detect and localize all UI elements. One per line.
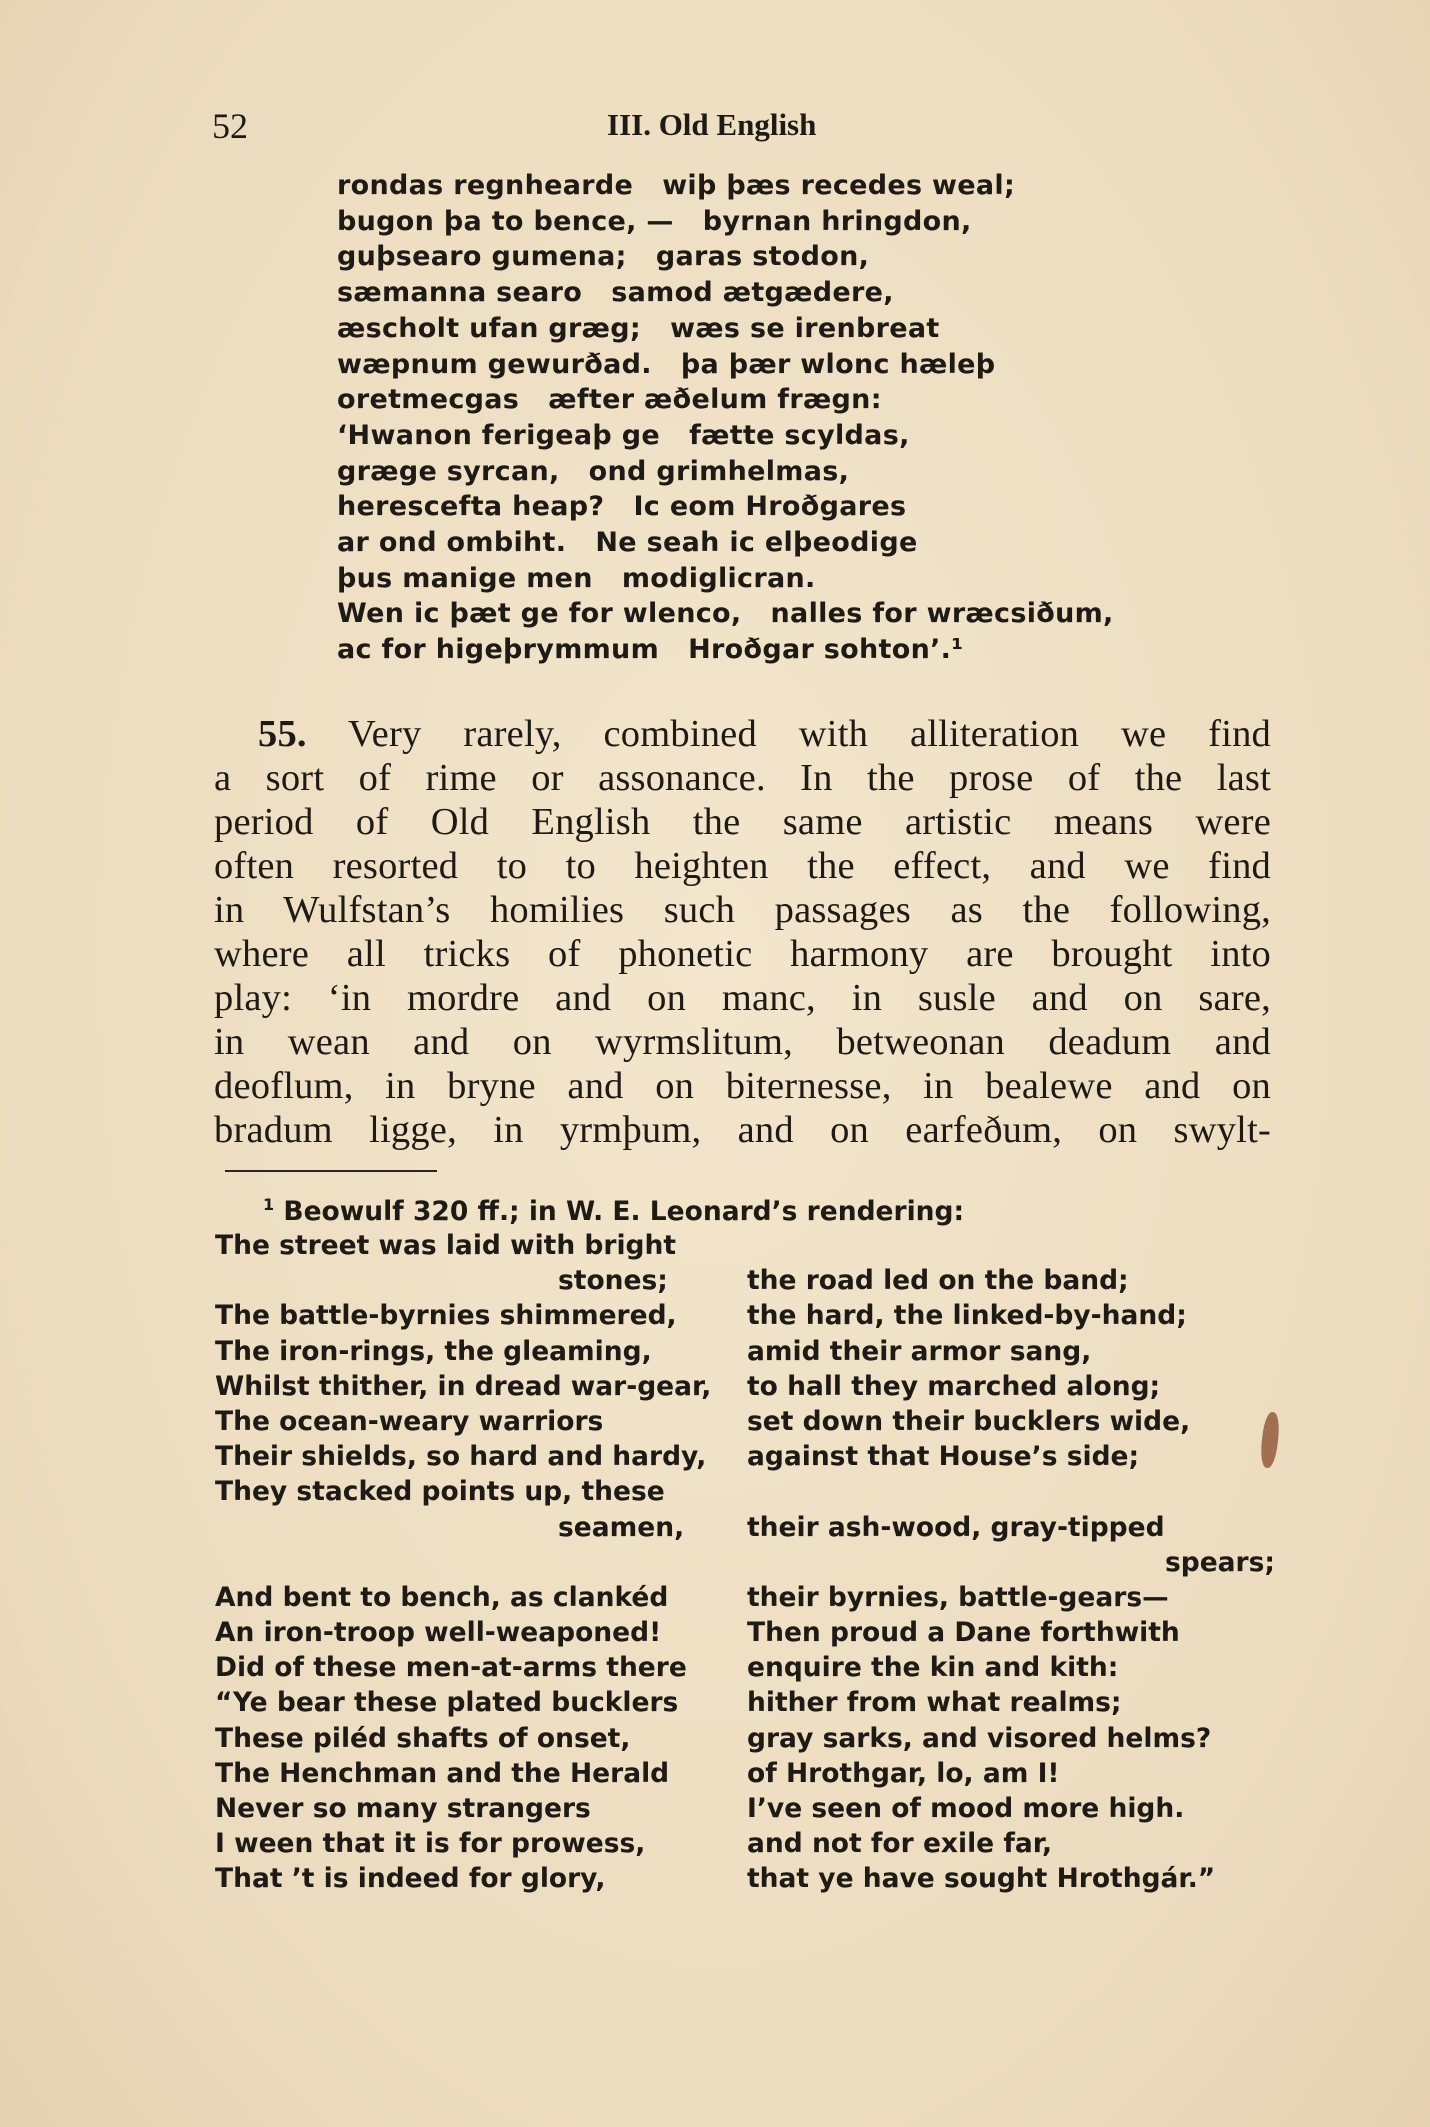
footnote-left-column	[215, 1228, 735, 1897]
footnote-line: These piléd shafts of onset,	[215, 1722, 631, 1754]
verse-line: ac for higeþrymmum Hroðgar sohton’.¹	[337, 634, 964, 666]
paragraph-line-text: Very rarely, combined with alliteration we find	[347, 713, 1271, 755]
verse-line: wæpnum gewurðad. þa þær wlonc hæleþ	[337, 348, 996, 380]
footnote-line: of Hrothgar, lo, am I!	[747, 1757, 1060, 1789]
footnote-line: They stacked points up, these	[215, 1476, 665, 1508]
footnote-line: seamen,	[558, 1511, 685, 1543]
footnote-line: their byrnies, battle-gears—	[747, 1581, 1169, 1613]
footnote-line	[215, 1545, 735, 1580]
verse-line: guþsearo gumena; garas stodon,	[337, 241, 870, 273]
footnote-line: set down their bucklers wide,	[747, 1405, 1191, 1437]
paragraph-line: where all tricks of phonetic harmony are brought into	[214, 933, 1271, 975]
verse-line: Wen ic þæt ge for wlenco, nalles for wræcsiðum,	[337, 598, 1114, 630]
footnote-line	[747, 1228, 1287, 1263]
footnote-line: An iron-troop well-weaponed!	[215, 1617, 662, 1649]
old-english-verse	[337, 168, 1237, 668]
paragraph-line: in wean and on wyrmslitum, betweonan deadum and	[214, 1021, 1271, 1063]
footnote-line: spears;	[1164, 1546, 1275, 1578]
footnote-intro-text: Beowulf 320 ff.; in W. E. Leonard’s rendering:	[283, 1195, 965, 1227]
footnote-line: against that House’s side;	[747, 1441, 1140, 1473]
footnote-line: The street was laid with bright	[215, 1230, 677, 1261]
verse-line: oretmecgas æfter æðelum frægn:	[337, 384, 882, 416]
section-55-paragraph	[214, 712, 1271, 1152]
paragraph-line: play: ‘in mordre and on manc, in susle and on sare,	[214, 977, 1271, 1019]
paragraph-line: period of Old English the same artistic means were	[214, 801, 1271, 843]
footnote-line: The battle-byrnies shimmered,	[215, 1300, 677, 1332]
footnote-line: that ye have sought Hrothgár.”	[747, 1863, 1216, 1895]
footnote-right-column	[747, 1228, 1287, 1897]
verse-line: sæmanna searo samod ætgædere,	[337, 277, 894, 309]
footnote-line: Whilst thither, in dread war-gear,	[215, 1370, 712, 1402]
verse-line: þus manige men modiglicran.	[337, 562, 816, 594]
footnote-line: and not for exile far,	[747, 1828, 1053, 1860]
verse-line: herescefta heap? Ic eom Hroðgares	[337, 491, 907, 523]
footnote-line: the road led on the band;	[747, 1265, 1129, 1297]
footnote-marker: 1	[263, 1195, 275, 1214]
verse-line: ar ond ombiht. Ne seah ic elþeodige	[337, 527, 918, 559]
footnote-line: their ash-wood, gray-tipped	[747, 1511, 1165, 1543]
footnote-line: stones;	[558, 1265, 668, 1297]
footnote-line: Then proud a Dane forthwith	[747, 1617, 1180, 1649]
verse-line: æscholt ufan græg; wæs se irenbreat	[337, 312, 940, 344]
footnote-line: the hard, the linked-by-hand;	[747, 1300, 1187, 1332]
paragraph-line: bradum ligge, in yrmþum, and on earfeðum, on swylt-	[214, 1109, 1271, 1151]
footnote-line: gray sarks, and visored helms?	[747, 1722, 1212, 1754]
verse-line: græge syrcan, ond grimhelmas,	[337, 455, 850, 487]
page-header	[212, 105, 1272, 145]
footnote-intro	[263, 1195, 964, 1227]
footnote-line: The ocean-weary warriors	[215, 1405, 604, 1437]
verse-line: ‘Hwanon ferigeaþ ge fætte scyldas,	[337, 419, 910, 451]
verse-line: rondas regnhearde wiþ þæs recedes weal;	[337, 170, 1016, 201]
footnote-line: I’ve seen of mood more high.	[747, 1793, 1185, 1824]
paragraph-line: a sort of rime or assonance. In the prose of the last	[214, 757, 1271, 799]
footnote-line: That ’t is indeed for glory,	[215, 1863, 606, 1895]
paragraph-line	[214, 712, 1271, 756]
footnote-line: The Henchman and the Herald	[215, 1757, 670, 1789]
running-title: III. Old English	[607, 107, 817, 142]
section-number: 55.	[258, 713, 307, 755]
footnote-line: hither from what realms;	[747, 1687, 1122, 1719]
footnote-line: Did of these men-at-arms there	[215, 1652, 687, 1684]
paragraph-line: deoflum, in bryne and on biternesse, in bealewe and on	[214, 1065, 1271, 1107]
footnote-line: And bent to bench, as clankéd	[215, 1581, 669, 1613]
footnote-line: Their shields, so hard and hardy,	[215, 1441, 707, 1473]
footnote-line: “Ye bear these plated bucklers	[215, 1687, 679, 1719]
footnote-line: I ween that it is for prowess,	[215, 1828, 646, 1860]
footnote-line: Never so many strangers	[215, 1793, 591, 1824]
footnote-line: to hall they marched along;	[747, 1370, 1161, 1402]
footnote-line	[747, 1474, 1287, 1509]
verse-line: bugon þa to bence, — byrnan hringdon,	[337, 205, 972, 237]
footnote-line: The iron-rings, the gleaming,	[215, 1335, 652, 1367]
page-number: 52	[212, 106, 248, 146]
paragraph-line: often resorted to to heighten the effect, and we find	[214, 845, 1271, 887]
footnote-line: amid their armor sang,	[747, 1335, 1092, 1367]
paragraph-line: in Wulfstan’s homilies such passages as the following,	[214, 889, 1271, 931]
footnote-rule	[225, 1170, 437, 1172]
footnote-line: enquire the kin and kith:	[747, 1652, 1119, 1684]
